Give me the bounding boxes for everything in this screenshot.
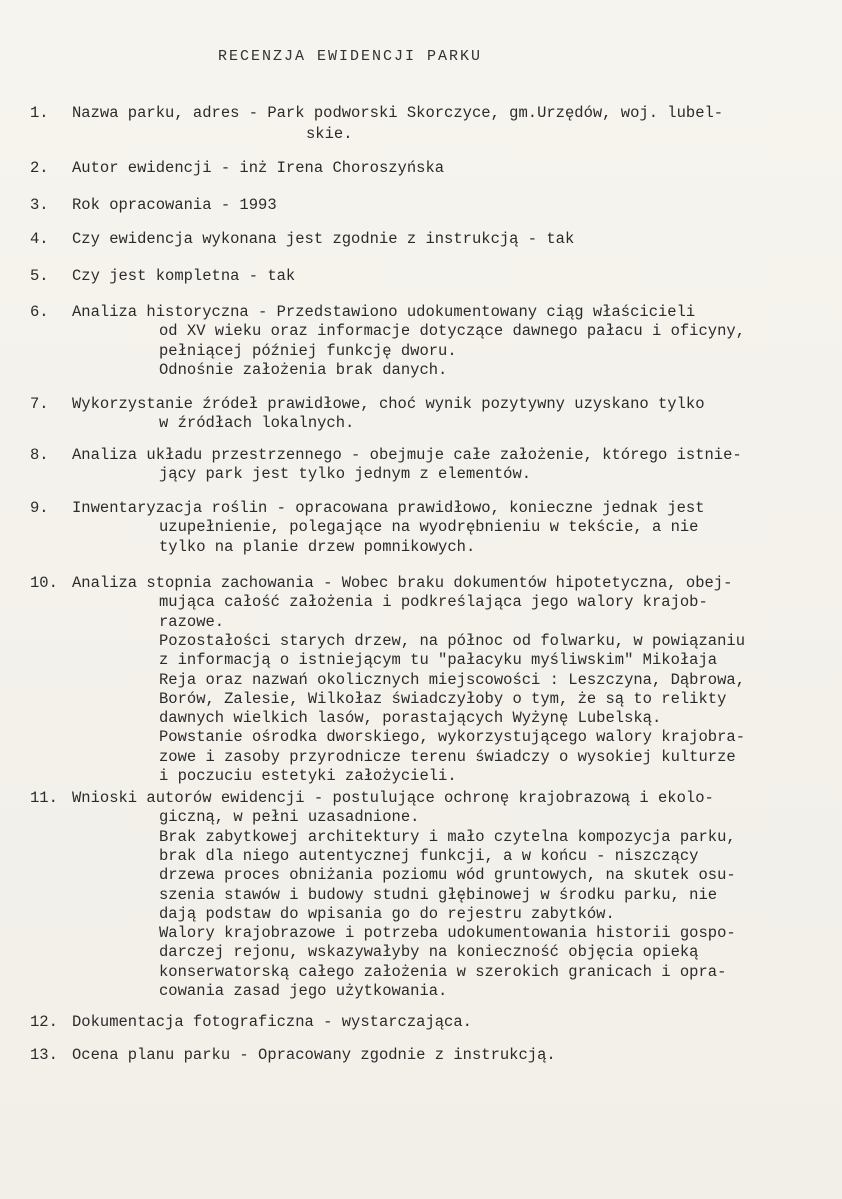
item-number: 4. [30,230,49,248]
item-text-line: Odnośnie założenia brak danych. [159,360,448,379]
item-text-line: Rok opracowania - 1993 [72,196,277,214]
item-number: 1. [30,104,49,122]
item-text-line: szenia stawów i budowy studni głębinowej w środku parku, nie [159,885,718,904]
item-text-line: giczną, w pełni uzasadnione. [159,808,420,827]
item-text-line: w źródłach lokalnych. [159,414,355,433]
item-text-line: drzewa proces obniżania poziomu wód gruntowych, na skutek osu- [159,866,736,885]
item-text-line: Inwentaryzacja roślin - opracowana prawidłowo, konieczne jednak jest [72,499,705,517]
item-text-line: Ocena planu parku - Opracowany zgodnie z instrukcją. [72,1046,556,1064]
item-text-line: Wykorzystanie źródeł prawidłowe, choć wynik pozytywny uzyskano tylko [72,395,705,413]
item-text-line: brak dla niego autentycznej funkcji, a w końcu - niszczący [159,846,699,865]
item-number: 2. [30,159,49,177]
document-title: RECENZJA EWIDENCJI PARKU [218,48,483,65]
item-text-line: i poczuciu estetyki założycieli. [159,767,457,785]
item-number: 11. [30,789,58,807]
item-number: 10. [30,574,58,592]
item-text-line: Analiza stopnia zachowania - Wobec braku dokumentów hipotetyczna, obej- [72,574,733,592]
item-text-line: dają podstaw do wpisania go do rejestru zabytków. [159,904,615,923]
item-text-line: Walory krajobrazowe i potrzeba udokumentowania historii gospo- [159,924,736,943]
item-text-line: z informacją o istniejącym tu "pałacyku myśliwskim" Mikołaja [159,651,718,670]
item-text-line: jący park jest tylko jednym z elementów. [159,465,532,484]
item-text-line: Borów, Zalesie, Wilkołaz świadczyłoby o tym, że są to relikty [159,689,727,708]
item-text-line: tylko na planie drzew pomnikowych. [159,537,476,556]
item-number: 7. [30,395,49,413]
item-text-line: od XV wieku oraz informacje dotyczące dawnego pałacu i oficyny, [159,322,745,341]
item-text-line: Nazwa parku, adres - Park podworski Skorczyce, gm.Urzędów, woj. lubel- [72,104,724,122]
item-text-line: Reja oraz nazwań okolicznych miejscowości : Leszczyna, Dąbrowa, [159,670,745,689]
item-text-line: Brak zabytkowej architektury i mało czytelna kompozycja parku, [159,827,736,846]
item-number: 3. [30,196,49,214]
item-text-line: konserwatorską całego założenia w szerokich granicach i opra- [159,962,727,981]
item-text-line: razowe. [159,612,225,631]
item-text-line: darczej rejonu, wskazywałyby na konieczność objęcia opieką [159,943,699,962]
item-text-line: cowania zasad jego użytkowania. [159,982,448,1000]
item-text-line: mująca całość założenia i podkreślająca jego walory krajob- [159,593,708,612]
item-text-line: Powstanie ośrodka dworskiego, wykorzystującego walory krajobra- [159,728,745,747]
item-text-line: Wnioski autorów ewidencji - postulujące ochronę krajobrazową i ekolo- [72,789,714,807]
item-text-line: Pozostałości starych drzew, na północ od folwarku, w powiązaniu [159,631,745,650]
item-text-line: Autor ewidencji - inż Irena Choroszyńska [72,159,445,177]
item-text-line: Czy ewidencja wykonana jest zgodnie z instrukcją - tak [72,230,575,248]
item-number: 8. [30,446,49,464]
item-text-line: zowe i zasoby przyrodnicze terenu świadczy o wysokiej kulturze [159,747,736,766]
item-text-line: Analiza historyczna - Przedstawiono udokumentowany ciąg właścicieli [72,303,696,321]
item-number: 9. [30,499,49,517]
item-text-line: pełniącej później funkcję dworu. [159,341,457,360]
item-text-line: Analiza układu przestrzennego - obejmuje całe założenie, którego istnie- [72,446,742,464]
item-number: 12. [30,1013,58,1031]
item-text-line: Dokumentacja fotograficzna - wystarczająca. [72,1013,472,1031]
item-number: 6. [30,303,49,321]
item-text-line: dawnych wielkich lasów, porastających Wyżynę Lubelską. [159,709,662,728]
item-text-line: uzupełnienie, polegające na wyodrębnieniu w tekście, a nie [159,518,699,537]
item-number: 5. [30,267,49,285]
item-text-line: Czy jest kompletna - tak [72,267,296,285]
item-text-line: skie. [306,125,353,143]
item-number: 13. [30,1046,58,1064]
